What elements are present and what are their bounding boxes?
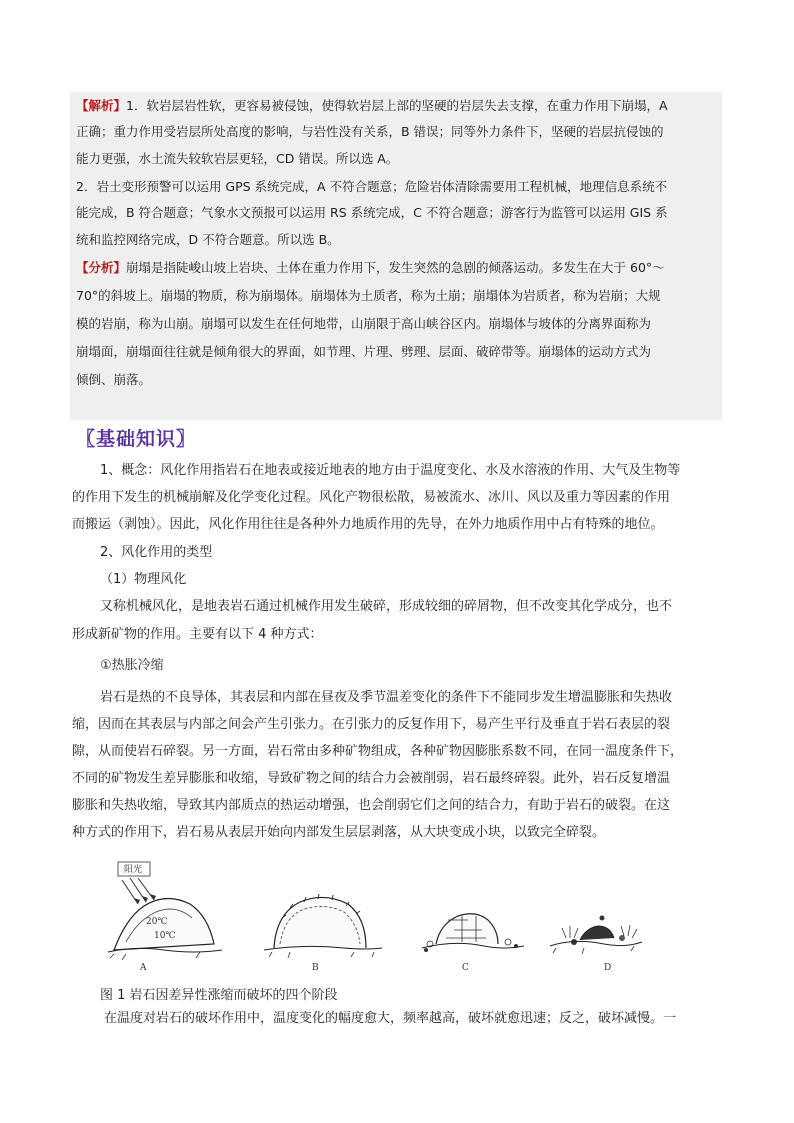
stage-d-drawing [550,916,642,955]
thermal-line-2: 缩，因而在其表层与内部之间会产生引张力。在引张力的反复作用下，易产生平行及垂直于岩石表层的裂 [72,717,671,732]
last-paragraph-line: 在温度对岩石的破坏作用中，温度变化的幅度愈大，频率越高，破坏就愈迅速；反之，破坏减慢。一 [104,1011,677,1026]
analysis-box [70,92,722,420]
analysis-line-3: 能力更强，水土流失较软岩层更轻，CD 错误。所以选 A。 [76,151,399,166]
stage-c-label: C [462,963,469,973]
thermal-line-6: 种方式的作用下，岩石易从表层开始向内部发生层层剥落，从大块变成小块，以致完全碎裂。 [72,825,606,840]
rock-weathering-figure [104,858,644,978]
concept-line-3: 而搬运（剥蚀）。因此，风化作用往往是各种外力地质作用的先导，在外力地质作用中占有特殊的地位。 [72,517,664,532]
fenxi-tag: 【分析】 [76,260,127,275]
analysis-line-4: 2．岩土变形预警可以运用 GPS 系统完成，A 不符合题意；危险岩体清除需要用工程机械，地理信息系统不 [76,179,668,194]
fenxi-line-3: 模的岩崩，称为山崩。崩塌可以发生在任何地带，山崩限于高山峡谷区内。崩塌体与坡体的分离界面称为 [76,316,652,331]
stage-d-label: D [604,963,612,973]
physical-line-2: 形成新矿物的作用。主要有以下 4 种方式： [72,627,323,642]
types-heading: 2、风化作用的类型 [100,545,213,560]
sun-label: 阳光 [124,865,143,875]
physical-heading: （1）物理风化 [100,572,187,587]
fenxi-text: 崩塌是指陡峻山坡上岩块、土体在重力作用下，发生突然的急剧的倾落运动。多发生在大于 60°～ [126,260,665,275]
thermal-line-5: 膨胀和失热收缩，导致其内部质点的热运动增强，也会削弱它们之间的结合力，有助于岩石的破裂。在这 [72,798,671,813]
jiexi-tag: 【解析】 [76,98,127,113]
temp-low-label: 10℃ [154,931,176,941]
fenxi-line-5: 倾倒、崩落。 [76,372,152,387]
fenxi-line-2: 70°的斜坡上。崩塌的物质，称为崩塌体。崩塌体为土质者，称为土崩；崩塌体为岩质者，称为岩崩；大规 [76,288,661,303]
figure-caption: 图 1 岩石因差异性涨缩而破坏的四个阶段 [100,988,338,1003]
fenxi-line-1 [76,260,665,276]
analysis-line-2: 正确；重力作用受岩层所处高度的影响，与岩性没有关系，B 错误；同等外力条件下，坚硬的岩层抗侵蚀的 [76,124,664,139]
concept-line-1: 1、概念：风化作用指岩石在地表或接近地表的地方由于温度变化、水及水溶液的作用、大气及生物等 [100,463,681,478]
stage-c-drawing [422,914,524,952]
concept-line-2: 的作用下发生的机械崩解及化学变化过程。风化产物很松散，易被流水、冰川、风以及重力等因素的作用 [72,490,671,505]
fenxi-line-4: 崩塌面，崩塌面往往就是倾角很大的界面，如节理、片理、劈理、层面、破碎带等。崩塌体的运动方式为 [76,344,652,359]
stage-a-label: A [140,963,147,973]
thermal-line-3: 隙，从而使岩石碎裂。另一方面，岩石常由多种矿物组成，各种矿物因膨胀系数不同，在同一温度条件下， [72,744,684,759]
analysis-line-5: 能完成，B 符合题意；气象水文预报可以运用 RS 系统完成，C 不符合题意；游客行为监管可以运用 GIS 系 [76,205,668,220]
analysis-text: 1．软岩层岩性软，更容易被侵蚀，使得软岩层上部的坚硬的岩层失去支撑，在重力作用下崩塌，A [126,98,668,113]
stage-b-drawing [264,894,382,958]
stage-b-label: B [312,963,319,973]
analysis-line-6: 统和监控网络完成，D 不符合题意。所以选 B。 [76,232,340,247]
section-heading: 〖基础知识〗 [76,428,197,450]
temp-high-label: 20℃ [146,917,168,927]
analysis-line-1 [76,98,668,114]
physical-line-1: 又称机械风化，是地表岩石通过机械作用发生破碎，形成较细的碎屑物，但不改变其化学成分，也不 [100,599,673,614]
thermal-line-4: 不同的矿物发生差异膨胀和收缩，导致矿物之间的结合力会被削弱，岩石最终碎裂。此外，岩石反复增温 [72,771,671,786]
thermal-heading: ①热胀冷缩 [100,658,164,673]
thermal-line-1: 岩石是热的不良导体，其表层和内部在昼夜及季节温差变化的条件下不能同步发生增温膨胀和失热收 [100,690,673,705]
stage-a-drawing [108,862,222,960]
